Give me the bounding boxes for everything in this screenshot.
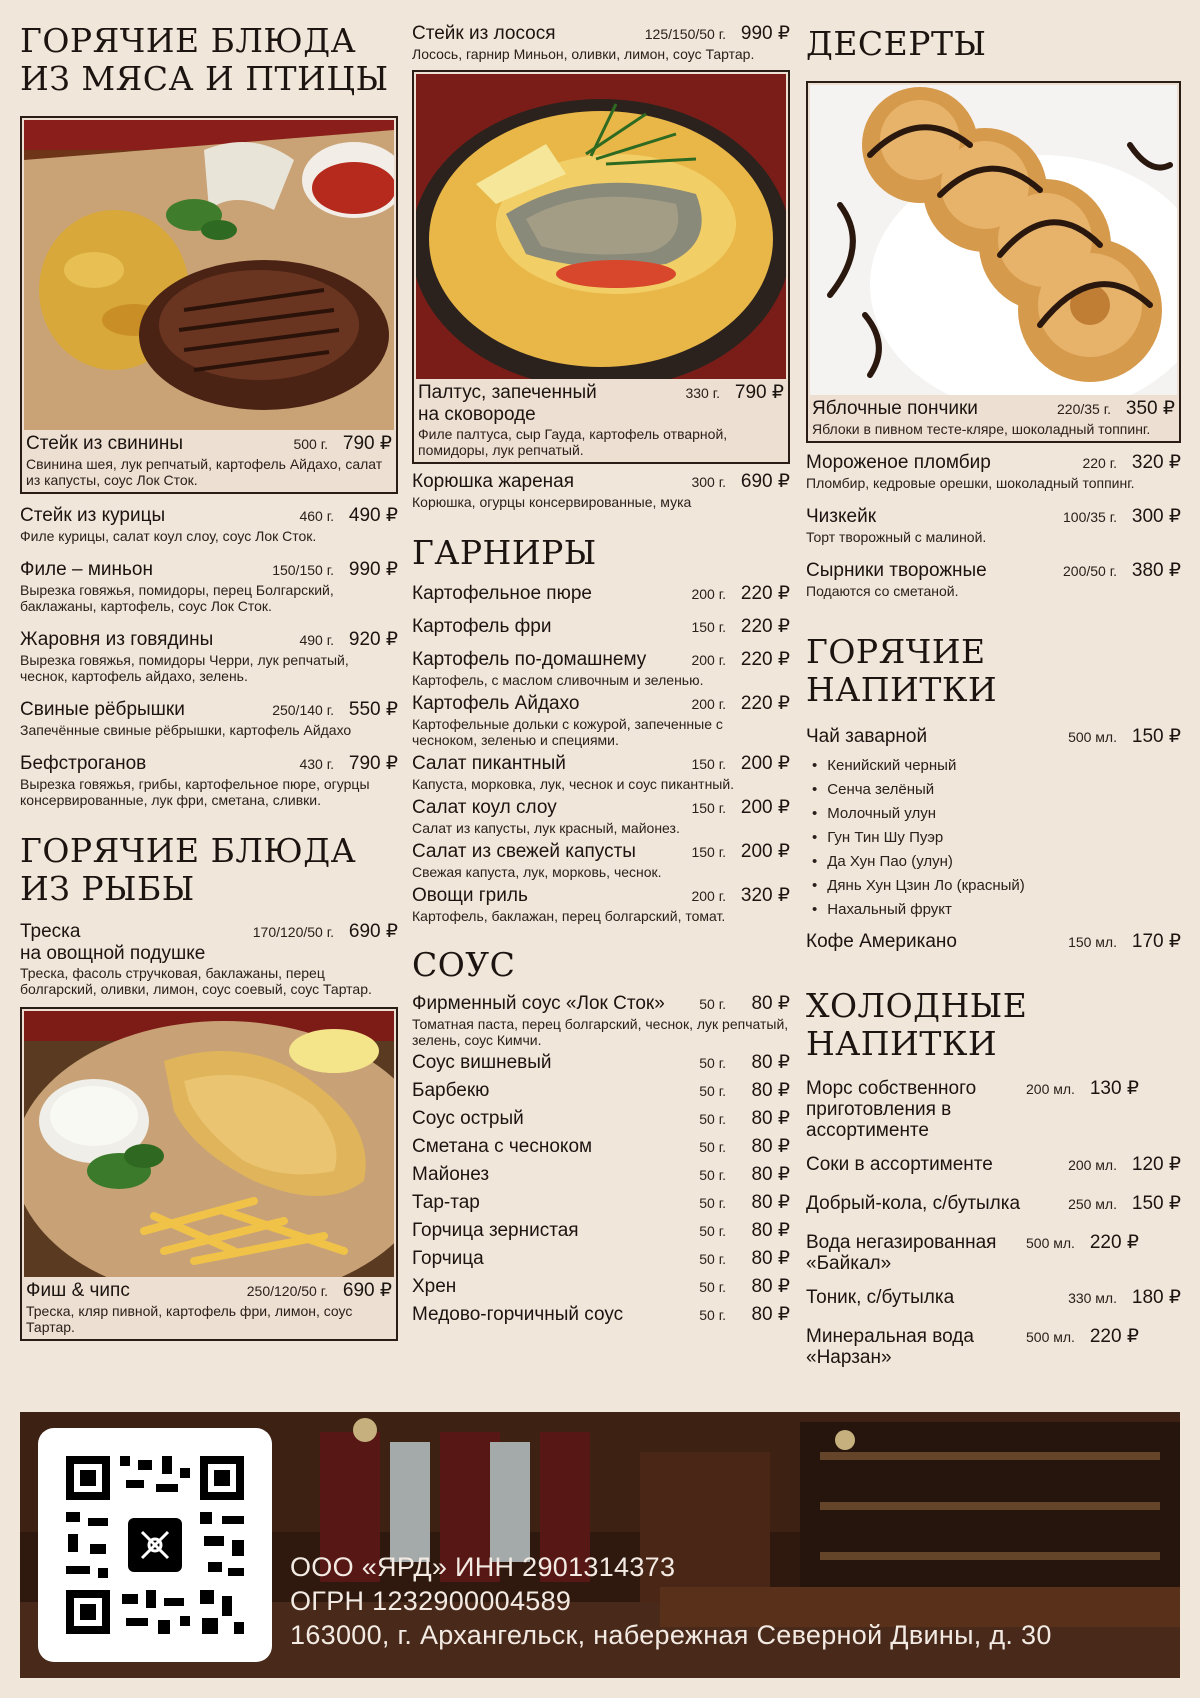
menu-item[interactable]: Свиные рёбрышки 250/140 г. 550 ₽ Запечённые свиные рёбрышки, картофель Айдахо [20,699,398,738]
list-item: • Дянь Хун Цзин Ло (красный) [812,874,1181,898]
hot-meat-list [20,504,398,808]
featured-dish-pork-steak[interactable] [20,116,398,494]
menu-item[interactable]: Барбекю 50 г. 80 ₽ [412,1080,790,1101]
menu-item[interactable]: Горчица 50 г. 80 ₽ [412,1248,790,1269]
footer-banner [20,1412,1180,1678]
section-title-cold-drinks: ХОЛОДНЫЕ НАПИТКИ [806,986,1028,1063]
featured-dish-donuts[interactable] [806,81,1181,443]
column-hot-meat [20,0,398,1341]
company-details: ООО «ЯРД» ИНН 2901314373 [290,1552,676,1582]
list-item: • Молочный улун [812,802,1181,826]
qr-code[interactable] [38,1428,272,1662]
section-title-desserts: ДЕСЕРТЫ [806,24,987,63]
menu-item[interactable]: Минеральная вода «Нарзан» 500 мл. 220 ₽ [806,1326,1139,1368]
list-item: • Кенийский черный [812,754,1181,778]
halibut-photo [416,74,786,379]
menu-item[interactable]: Бефстроганов 430 г. 790 ₽ Вырезка говяжья, грибы, картофельное пюре, огурцы консервированные, лук фри, сметана, сливки. [20,753,398,808]
qr-code-icon [38,1428,272,1662]
menu-item[interactable]: Картофель фри 150 г. 220 ₽ [412,616,790,637]
menu-item[interactable]: Добрый-кола, с/бутылка 250 мл. 150 ₽ [806,1193,1181,1214]
menu-item[interactable]: Стейк из курицы 460 г. 490 ₽ Филе курицы, салат коул слоу, соус Лок Сток. [20,505,398,544]
company-address: 163000, г. Архангельск, набережная Северной Двины, д. 30 [290,1620,1052,1650]
list-item: • Нахальный фрукт [812,898,1181,922]
menu-item[interactable]: Салат коул слоу 150 г. 200 ₽ Салат из капусты, лук красный, майонез. [412,797,790,836]
menu-item[interactable]: Хрен 50 г. 80 ₽ [412,1276,790,1297]
menu-item[interactable]: Сметана с чесноком 50 г. 80 ₽ [412,1136,790,1157]
menu-item[interactable]: Вода негазированная «Байкал» 500 мл. 220 ₽ [806,1232,1139,1274]
menu-item[interactable]: Тар-тар 50 г. 80 ₽ [412,1192,790,1213]
column-fish-garnish-sauce [412,0,790,1326]
menu-item[interactable]: Салат пикантный 150 г. 200 ₽ Капуста, морковка, лук, чеснок и соус пикантный. [412,753,790,792]
menu-item[interactable]: Стейк из лосося 125/150/50 г. 990 ₽ Лосось, гарнир Миньон, оливки, лимон, соус Тартар. [412,23,790,62]
menu-item[interactable]: Майонез 50 г. 80 ₽ [412,1164,790,1185]
company-ogrn: ОГРН 1232900004589 [290,1586,572,1616]
menu-item[interactable]: Картофельное пюре 200 г. 220 ₽ [412,583,790,604]
menu-item[interactable]: Мороженое пломбир 220 г. 320 ₽ Пломбир, кедровые орешки, шоколадный топпинг. [806,452,1181,491]
menu-item[interactable]: Фирменный соус «Лок Сток» 50 г. 80 ₽ Томатная паста, перец болгарский, чеснок, лук репчатый, зелень, соус Кимчи. [412,993,790,1048]
sauce-list [412,992,790,1326]
featured-dish-halibut[interactable] [412,70,790,464]
featured-dish-fish-chips[interactable] [20,1007,398,1341]
desserts-list [806,451,1181,599]
pork-steak-photo [24,120,394,430]
menu-item: Фиш & чипс 250/120/50 г. 690 ₽ Треска, кляр пивной, картофель фри, лимон, соус Тартар. [26,1280,392,1335]
menu-item[interactable]: Морс собственного приготовления в ассортименте 200 мл. 130 ₽ [806,1078,1139,1141]
menu-item[interactable]: Треска 170/120/50 г. 690 ₽ на овощной подушке Треска, фасоль стручковая, баклажаны, перец болгарский, оливки, лимон, соус соевый, соус Тартар. [20,921,398,997]
list-item: • Да Хун Пао (улун) [812,850,1181,874]
section-title-hot-meat: ГОРЯЧИЕ БЛЮДА ИЗ МЯСА И ПТИЦЫ [20,21,389,98]
menu-item[interactable]: Медово-горчичный соус 50 г. 80 ₽ [412,1304,790,1325]
menu-item[interactable]: Соус вишневый 50 г. 80 ₽ [412,1052,790,1073]
section-title-garnish: ГАРНИРЫ [412,533,597,572]
list-item: • Сенча зелёный [812,778,1181,802]
section-title-hot-fish: ГОРЯЧИЕ БЛЮДА ИЗ РЫБЫ [20,831,357,908]
menu-item[interactable]: Тоник, с/бутылка 330 мл. 180 ₽ [806,1287,1181,1308]
menu-item[interactable]: Сырники творожные 200/50 г. 380 ₽ Подаются со сметаной. [806,560,1181,599]
menu-item[interactable]: Жаровня из говядины 490 г. 920 ₽ Вырезка говяжья, помидоры Черри, лук репчатый, чеснок, картофель айдахо, зелень. [20,629,398,684]
column-desserts-drinks [806,0,1181,1368]
menu-item[interactable]: Горчица зернистая 50 г. 80 ₽ [412,1220,790,1241]
section-title-sauce: СОУС [412,945,516,984]
garnish-list [412,582,790,924]
menu-item[interactable]: Картофель Айдахо 200 г. 220 ₽ Картофельные дольки с кожурой, запеченные с чесноком, зеленью и специями. [412,693,790,748]
section-title-hot-drinks: ГОРЯЧИЕ НАПИТКИ [806,632,998,709]
menu-item: Палтус, запеченный 330 г. 790 ₽ на сковороде Филе палтуса, сыр Гауда, картофель отварной, помидоры, лук репчатый. [418,382,784,458]
menu-item: Яблочные пончики 220/35 г. 350 ₽ Яблоки в пивном тесте-кляре, шоколадный топпинг. [812,398,1175,437]
tea-kinds-list [812,754,1181,922]
menu-item[interactable]: Соус острый 50 г. 80 ₽ [412,1108,790,1129]
menu-item[interactable]: Корюшка жареная 300 г. 690 ₽ Корюшка, огурцы консервированные, мука [412,471,790,510]
menu-item[interactable]: Овощи гриль 200 г. 320 ₽ Картофель, баклажан, перец болгарский, томат. [412,885,790,924]
menu-item[interactable]: Салат из свежей капусты 150 г. 200 ₽ Свежая капуста, лук, морковь, чеснок. [412,841,790,880]
menu-item[interactable]: Кофе Американо 150 мл. 170 ₽ [806,931,1181,952]
apple-donuts-photo [810,85,1177,395]
cold-drinks-list [806,1077,1181,1368]
menu-item[interactable]: Картофель по-домашнему 200 г. 220 ₽ Картофель, с маслом сливочным и зеленью. [412,649,790,688]
fish-chips-photo [24,1011,394,1277]
menu-item[interactable]: Чай заварной 500 мл. 150 ₽ [806,726,1181,747]
list-item: • Гун Тин Шу Пуэр [812,826,1181,850]
menu-item: Стейк из свинины 500 г. 790 ₽ Свинина шея, лук репчатый, картофель Айдахо, салат из капусты, соус Лок Сток. [26,433,392,488]
menu-item[interactable]: Чизкейк 100/35 г. 300 ₽ Торт творожный с малиной. [806,506,1181,545]
menu-item[interactable]: Соки в ассортименте 200 мл. 120 ₽ [806,1154,1181,1175]
menu-item[interactable]: Филе – миньон 150/150 г. 990 ₽ Вырезка говяжья, помидоры, перец Болгарский, баклажаны, картофель, соус Лок Сток. [20,559,398,614]
